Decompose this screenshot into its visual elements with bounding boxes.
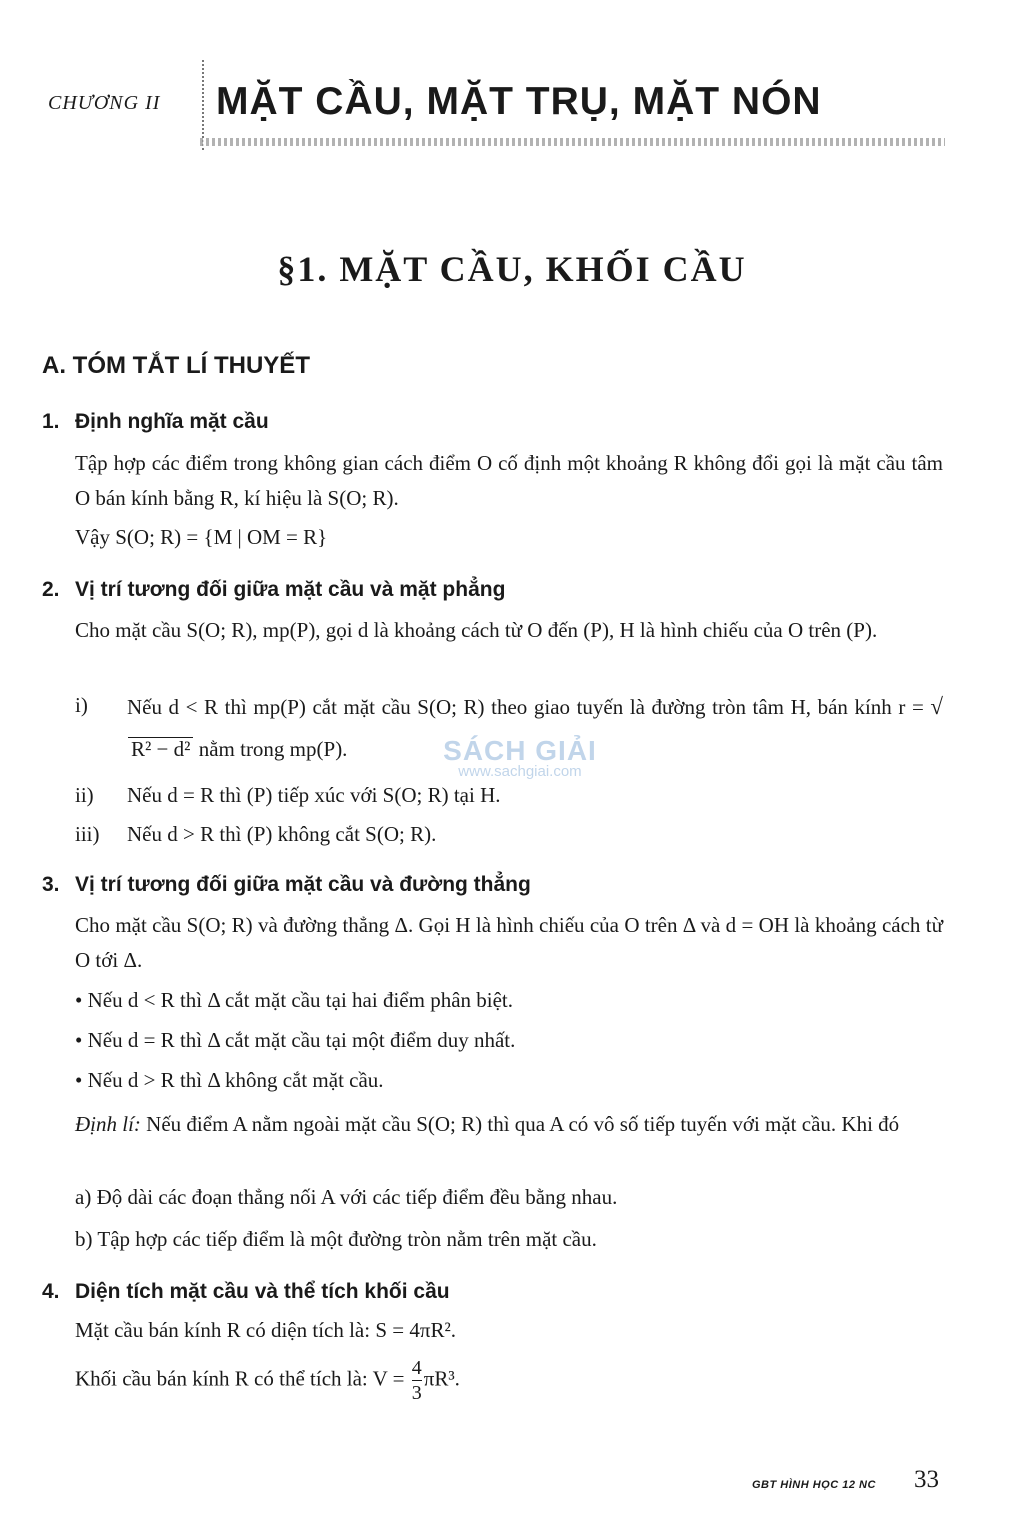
chapter-rule [200,138,945,146]
s1-heading-text: Định nghĩa mặt cầu [75,410,269,433]
s3-bullet-2: • Nếu d = R thì Δ cắt mặt cầu tại một điểm duy nhất. [75,1028,516,1052]
watermark [400,735,640,780]
s2-item1-radicand: R² − d² [128,737,193,760]
chapter-label: CHƯƠNG II [48,92,161,114]
s4-heading [42,1280,450,1304]
s4-volume-formula [75,1356,460,1405]
chapter-title: MẶT CẦU, MẶT TRỤ, MẶT NÓN [216,80,822,123]
s3-theorem-text: Nếu điểm A nằm ngoài mặt cầu S(O; R) thì qua A có vô số tiếp tuyến với mặt cầu. Khi đó [140,1112,900,1136]
sqrt-sign: √ [930,694,943,719]
s1-heading [42,410,269,434]
s3-number: 3. [42,873,60,896]
s1-number: 1. [42,410,60,433]
page-number: 33 [914,1466,939,1493]
s2-item3-text: Nếu d > R thì (P) không cắt S(O; R). [127,822,437,846]
s1-formula: Vậy S(O; R) = {M | OM = R} [75,525,328,549]
s4-volume-prefix: Khối cầu bán kính R có thể tích là: V = [75,1366,410,1391]
s2-item1-text-a: Nếu d < R thì mp(P) cắt mặt cầu S(O; R) theo giao tuyến là đường tròn tâm H, bán kính r = [127,695,931,719]
s4-area-formula: Mặt cầu bán kính R có diện tích là: S = 4πR². [75,1318,457,1342]
s3-bullet-3: • Nếu d > R thì Δ không cắt mặt cầu. [75,1068,384,1092]
s3-heading [42,873,531,897]
watermark-name: SÁCH GIẢI [443,735,597,766]
s3-theorem [75,1107,943,1142]
s3-heading-text: Vị trí tương đối giữa mặt cầu và đường thẳng [75,873,531,896]
section-title: §1. MẶT CẦU, KHỐI CẦU [277,249,747,289]
s2-item1-marker: i) [75,693,88,717]
fraction-denominator: 3 [411,1382,422,1404]
s3-intro-text: Cho mặt cầu S(O; R) và đường thẳng Δ. Gọi H là hình chiếu của O trên Δ và d = OH là khoảng cách từ O tới Δ. [75,913,943,972]
s2-heading [42,578,505,602]
chapter-divider [202,60,204,150]
part-a-heading: A. TÓM TẮT LÍ THUYẾT [42,352,310,379]
s3-point-b: b) Tập hợp các tiếp điểm là một đường tròn nằm trên mặt cầu. [75,1227,597,1251]
s4-heading-text: Diện tích mặt cầu và thể tích khối cầu [75,1280,450,1303]
s3-point-a: a) Độ dài các đoạn thẳng nối A với các tiếp điểm đều bằng nhau. [75,1185,618,1209]
watermark-url: www.sachgiai.com [458,763,582,780]
s2-intro-text: Cho mặt cầu S(O; R), mp(P), gọi d là khoảng cách từ O đến (P), H là hình chiếu của O trên (P). [75,618,878,642]
s2-item2-marker: ii) [75,783,94,807]
s3-theorem-label: Định lí: [75,1112,141,1136]
s1-definition-text: Tập hợp các điểm trong không gian cách điểm O cố định một khoảng R không đổi gọi là mặt cầu tâm O bán kính bằng R, kí hiệu là S(O; R). [75,451,943,510]
s2-item1-text-b: nằm trong mp(P). [193,737,348,761]
s4-volume-suffix: πR³. [423,1366,460,1391]
footer-book-label: GBT HÌNH HỌC 12 NC [752,1479,876,1491]
s2-number: 2. [42,578,60,601]
volume-fraction [412,1356,422,1405]
s4-number: 4. [42,1280,60,1303]
s3-bullet-1: • Nếu d < R thì Δ cắt mặt cầu tại hai điểm phân biệt. [75,988,514,1012]
s2-item2-text: Nếu d = R thì (P) tiếp xúc với S(O; R) tại H. [127,783,501,807]
s2-heading-text: Vị trí tương đối giữa mặt cầu và mặt phẳng [75,578,506,601]
s2-item3-marker: iii) [75,822,100,846]
fraction-numerator: 4 [411,1357,422,1379]
